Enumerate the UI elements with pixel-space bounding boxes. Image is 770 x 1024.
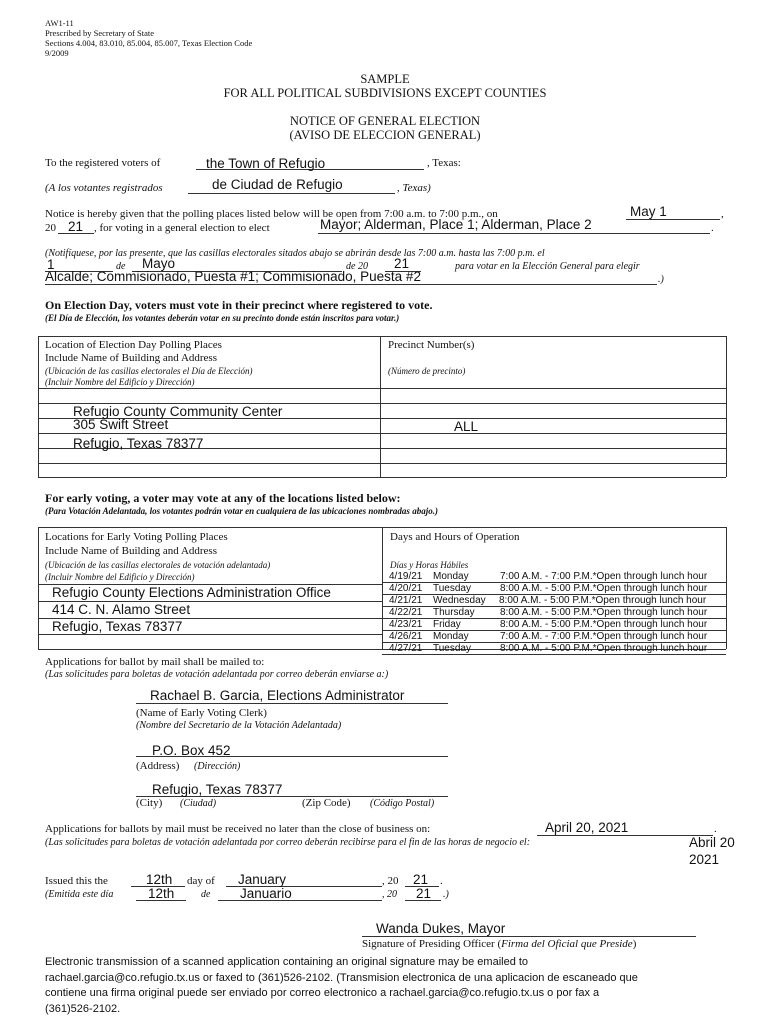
notice-es-close: .) [658,274,664,285]
schedule-hours: 8:00 A.M. - 5:00 P.M.*Open through lunch hour [500,619,708,630]
table1-row-line [38,433,726,434]
schedule-date: 4/27/21 [389,643,423,654]
polling-place-street: 305 Swift Street [73,417,169,432]
table2-left [38,527,39,649]
city-label-es: (Ciudad) [180,798,217,809]
election-day-heading: On Election Day, voters must vote in their precinct where registered to vote. [45,298,433,312]
deadline-value: April 20, 2021 [545,820,629,835]
table2-right [726,527,727,649]
mail-heading: Applications for ballot by mail shall be mailed to: [45,656,265,668]
zip-label-es: (Código Postal) [370,798,435,809]
footer-line: contiene una firma original puede ser enviado por correo electronico a rachael.garcia@co.refugio.tx.us o por fax a [45,987,600,999]
table1-bottom [38,477,726,478]
table2-col1-es1: (Ubicación de las casillas electorales de votación adelantada) [45,560,271,570]
city-value: Refugio, Texas 78377 [152,782,283,797]
address-value: P.O. Box 452 [152,743,231,758]
schedule-hours: 7:00 A.M. - 7:00 P.M.*Open through lunch hour [500,631,708,642]
polling-place-city: Refugio, Texas 78377 [73,436,204,451]
table1-col1-title: Location of Election Day Polling Places [45,339,222,351]
notice-line2: , for voting in a general election to elect [94,222,270,234]
notice-title-es: (AVISO DE ELECCION GENERAL) [289,128,481,142]
notice-es-month: Mayo [142,256,176,271]
signature-label-es: Firma del Oficial que Preside [501,938,633,950]
notice-es-de20: de 20 [346,261,368,272]
schedule-date: 4/20/21 [389,583,423,594]
sample-title: SAMPLE [360,72,410,86]
early-voting-heading: For early voting, a voter may vote at any of the locations listed below: [45,491,401,505]
voters-label: To the registered voters of [45,157,161,169]
table2-col2-es: Días y Horas Hábiles [390,560,469,570]
mail-heading-es: (Las solicitudes para boletas de votación adelantada por correo deberán enviarse a:) [45,669,389,680]
table2-col1-es2: (Incluir Nombre del Edificio y Dirección) [45,572,195,582]
voters-es-underline [188,193,395,194]
table2-row-line [38,634,382,635]
table1-col2-title: Precinct Number(s) [388,339,475,351]
issued-month: January [238,872,287,887]
issued-close-es: .) [443,889,449,900]
schedule-hours: 8:00 A.M. - 5:00 P.M.*Open through lunch hour [500,607,708,618]
schedule-day: Monday [433,571,469,582]
issued-year-es: 21 [416,886,432,901]
signature-value: Wanda Dukes, Mayor [376,921,506,936]
deadline-text-es: (Las solicitudes para boletas de votación adelantada por correo deberán recibirse para el fin de las horas de negocio el: [45,837,531,848]
zip-label: (Zip Code) [302,797,351,809]
schedule-date: 4/19/21 [389,571,423,582]
notice-date-underline [626,219,720,220]
address-label: (Address) [136,760,180,772]
notice-es-line1: (Notifíquese, por las presente, que las casillas electorales sitados abajo se abrirán desde las 7:00 a.m. hasta las 7:00 p.m. el [45,248,545,259]
schedule-day: Friday [433,619,461,630]
table1-right [726,336,727,477]
schedule-date: 4/23/21 [389,619,423,630]
schedule-date: 4/21/21 [389,595,423,606]
issued-de: de [201,889,211,900]
form-id: AW1-11 [45,18,74,28]
table2-col1-sub: Include Name of Building and Address [45,545,217,557]
signature-label-en: Signature of Presiding Officer [362,938,495,950]
signature-label: Signature of Presiding Officer (Firma del Oficial que Preside) [362,938,637,950]
subtitle: FOR ALL POLITICAL SUBDIVISIONS EXCEPT COUNTIES [223,86,547,100]
table1-row-line [38,463,726,464]
schedule-day: Tuesday [433,583,471,594]
notice-year-value: 21 [68,219,84,234]
early-place-city: Refugio, Texas 78377 [52,619,183,634]
election-day-heading-es: (El Día de Elección, los votantes deberán votar en su precinto donde están inscritos para votar.) [45,313,400,323]
schedule-day: Thursday [433,607,475,618]
clerk-underline [136,703,448,704]
city-label: (City) [136,797,163,809]
form-date: 9/2009 [45,48,69,58]
early-place-street: 414 C. N. Alamo Street [52,602,191,617]
schedule-hours: 8:00 A.M. - 5:00 P.M.*Open through lunch hour [500,643,708,654]
deadline-period: . [714,823,717,835]
schedule-hours: 7:00 A.M. - 7:00 P.M.*Open through lunch hour [500,571,708,582]
clerk-value: Rachael B. Garcia, Elections Administrator [150,688,405,703]
issued-day-of: day of [187,875,215,887]
polling-place-name: Refugio County Community Center [73,404,283,419]
schedule-day: Tuesday [433,643,471,654]
early-place-name: Refugio County Elections Administration Office [52,585,331,600]
notice-es-para: para votar en la Elección General para elegir [455,261,640,272]
notice-es-offices-underline [45,284,657,285]
schedule-hours: 8:00 A.M. - 5:00 P.M.*Open through lunch hour [500,583,708,594]
voters-suffix-es: , Texas) [397,182,431,194]
footer-line: rachael.garcia@co.refugio.tx.us or faxed to (361)526-2102. (Transmision electronica de una aplicacion de escaneado que [45,971,638,984]
schedule-date: 4/22/21 [389,607,423,618]
notice-year-prefix: 20 [45,222,56,234]
schedule-date: 4/26/21 [389,631,423,642]
notice-es-de: de [116,261,126,272]
voters-suffix: , Texas: [427,157,461,169]
table1-col2-es: (Número de precinto) [388,366,466,376]
issued-year: 21 [413,872,429,887]
clerk-label-es: (Nombre del Secretario de la Votación Adelantada) [136,720,342,731]
deadline-text: Applications for ballots by mail must be received no later than the close of business on: [45,823,431,835]
notice-offices: Mayor; Alderman, Place 1; Alderman, Place 2 [320,217,592,232]
schedule-day: Monday [433,631,469,642]
schedule-day: Wednesday [433,595,486,606]
voters-value-es: de Ciudad de Refugio [212,177,343,192]
footer-line: Electronic transmission of a scanned application containing an original signature may be emailed to [45,956,529,968]
signature-underline [362,936,696,937]
schedule-hours: 8:00 A.M. - 5:00 P.M.*Open through lunch hour [499,595,707,606]
prescribed-by: Prescribed by Secretary of State [45,28,155,38]
schedule-row-line [382,654,726,655]
table1-col1-es1: (Ubicación de las casillas electorales el Día de Elección) [45,366,253,376]
issued-label: Issued this the [45,875,108,887]
notice-title: NOTICE OF GENERAL ELECTION [289,114,481,128]
footer-line: (361)526-2102. [45,1002,121,1015]
notice-es-day: 1 [47,257,55,272]
notice-comma: , [721,208,724,220]
issued-label-es: (Emitida este día [45,889,114,900]
issued-year-prefix: , 20 [382,875,399,887]
issued-month-es: Januario [240,886,292,901]
notice-line1: Notice is hereby given that the polling places listed below will be open from 7:00 a.m. to 7:00 p.m., on [45,208,498,220]
issued-day: 12th [146,872,173,887]
table2-col2-title: Days and Hours of Operation [390,531,520,543]
deadline-value-es2: 2021 [689,852,720,867]
table1-col1-sub: Include Name of Building and Address [45,352,217,364]
code-sections: Sections 4.004, 83.010, 85.004, 85.007, Texas Election Code [45,38,253,48]
address-label-es: (Dirección) [194,761,241,772]
issued-period: . [440,875,443,887]
notice-es-offices: Alcalde; Commisionado, Puesta #1; Commisionado, Puesta #2 [45,269,421,284]
footer-text [45,955,638,1017]
deadline-value-es1: Abril 20 [689,835,735,850]
table1-col1-es2: (Incluir Nombre del Edificio y Dirección) [45,377,195,387]
notice-period: . [711,222,714,234]
table1-row-line [38,388,726,389]
notice-offices-underline [318,233,710,234]
table1-left [38,336,39,477]
early-voting-heading-es: (Para Votación Adelantada, los votantes podrán votar en cualquiera de las ubicaciones nombradas abajo.) [45,506,438,516]
issued-year-prefix-es: , 20 [382,889,397,900]
notice-date-value: May 1 [630,204,667,219]
table1-divider [380,336,381,477]
voters-label-es: (A los votantes registrados [45,182,163,194]
deadline-underline [537,835,713,836]
clerk-label: (Name of Early Voting Clerk) [136,707,267,719]
table1-top [38,336,726,337]
voters-value: the Town of Refugio [206,156,326,171]
notice-es-year: 21 [394,256,410,271]
precinct-value: ALL [454,419,479,434]
issued-day-es: 12th [148,886,175,901]
table2-col1-title: Locations for Early Voting Polling Places [45,531,228,543]
